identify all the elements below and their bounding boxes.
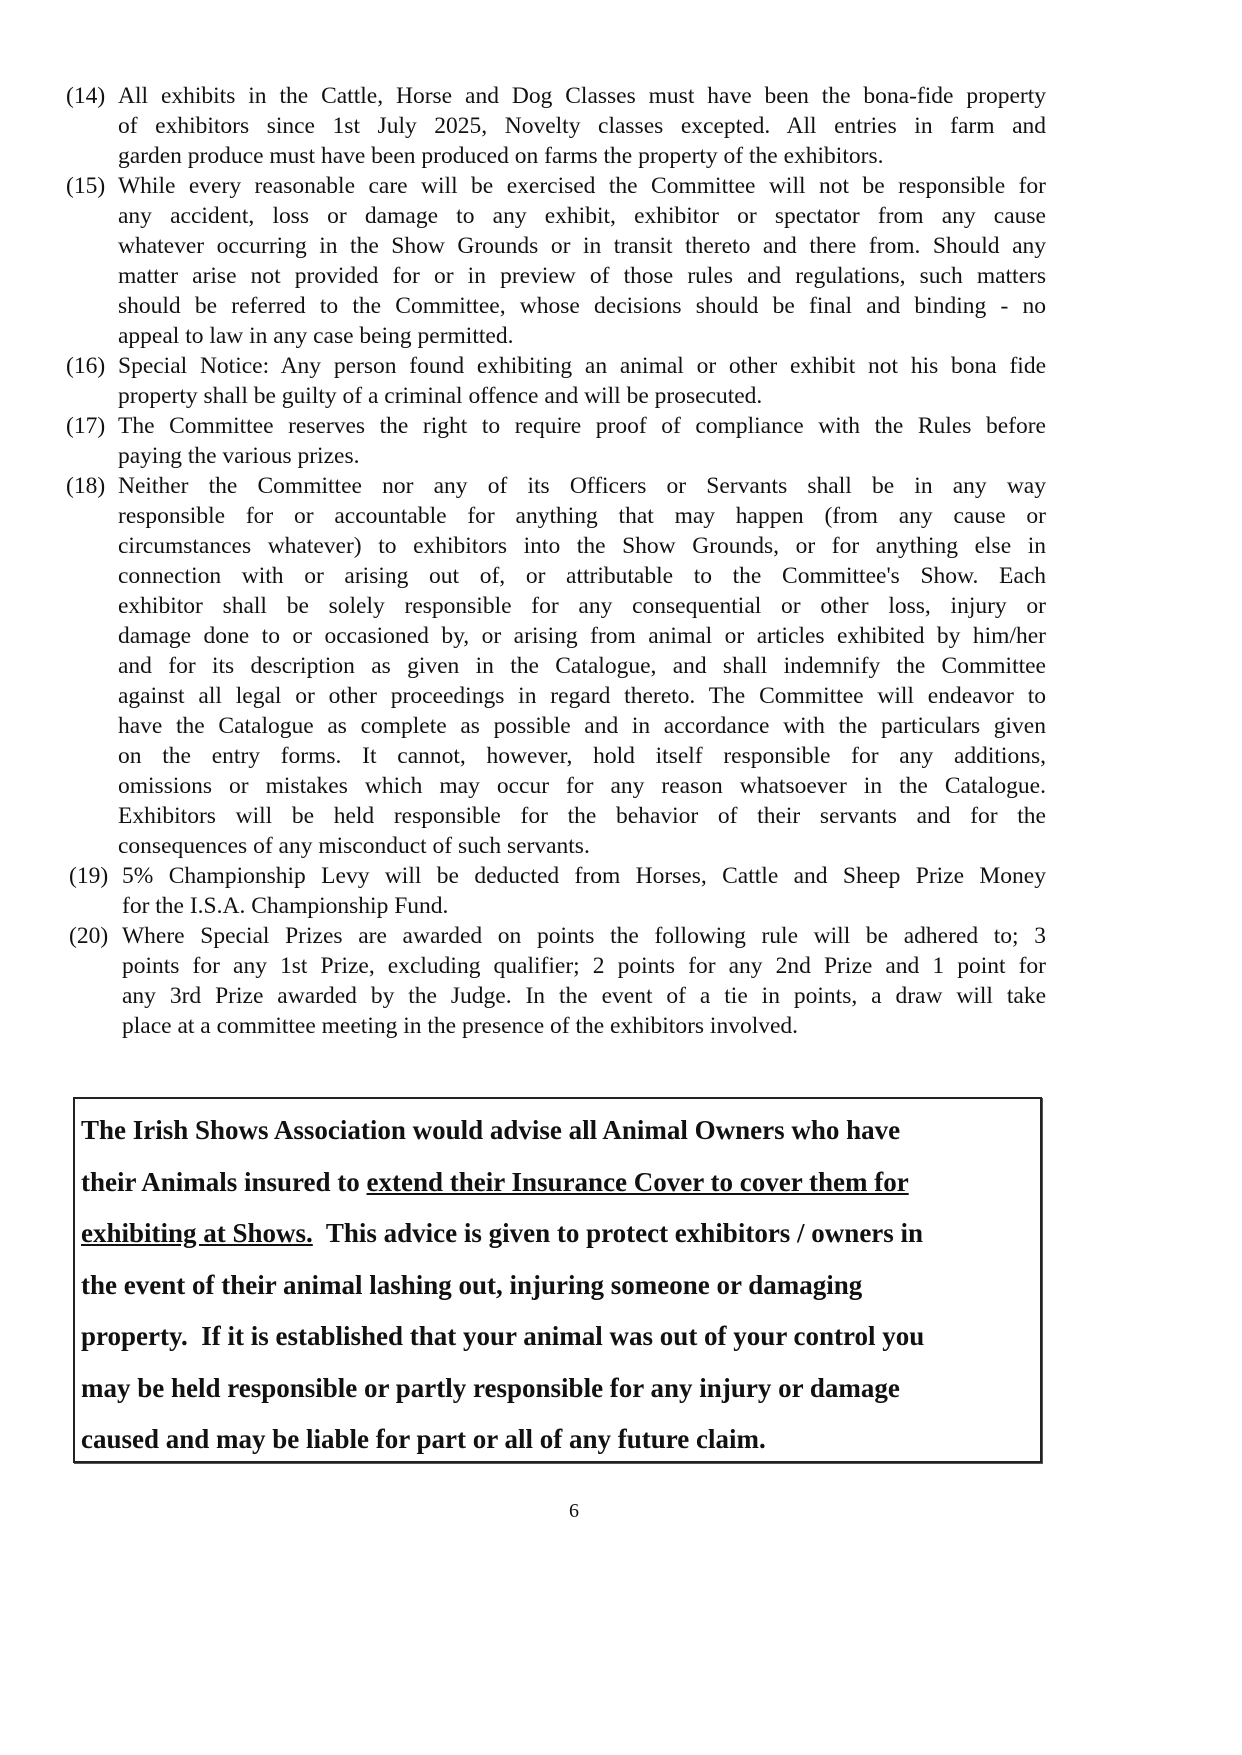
rule-text-line: and for its description as given in the Catalogue, and shall indemnify the Committee bbox=[118, 653, 1046, 679]
rule-text-line: whatever occurring in the Show Grounds or in transit thereto and there from. Should any bbox=[118, 233, 1046, 259]
rule-text-line: of exhibitors since 1st July 2025, Novelty classes excepted. All entries in farm and bbox=[118, 113, 1046, 139]
rule-text-line: on the entry forms. It cannot, however, hold itself responsible for any additions, bbox=[118, 743, 1046, 769]
rule-text-line: against all legal or other proceedings in regard thereto. The Committee will endeavor to bbox=[118, 683, 1046, 709]
rule-text-line: Exhibitors will be held responsible for the behavior of their servants and for the bbox=[118, 803, 1046, 829]
rule-text-line: exhibitor shall be solely responsible for any consequential or other loss, injury or bbox=[118, 593, 1046, 619]
rule-text-line: consequences of any misconduct of such servants. bbox=[118, 833, 590, 859]
notice-text: This advice is given to protect exhibitors / owners in bbox=[312, 1218, 924, 1248]
rule-item bbox=[66, 921, 1046, 1041]
rule-number: (14) bbox=[66, 83, 106, 109]
rule-text-line: garden produce must have been produced on farms the property of the exhibitors. bbox=[118, 143, 884, 169]
notice-line: The Irish Shows Association would advise all Animal Owners who have bbox=[81, 1115, 901, 1145]
rule-text-line: Special Notice: Any person found exhibiting an animal or other exhibit not his bona fide bbox=[118, 353, 1046, 379]
rule-text-line: omissions or mistakes which may occur for any reason whatsoever in the Catalogue. bbox=[118, 773, 1046, 799]
rule-text-line: have the Catalogue as complete as possible and in accordance with the particulars given bbox=[118, 713, 1046, 739]
rule-number: (19) bbox=[69, 863, 109, 889]
rule-text-line: Neither the Committee nor any of its Officers or Servants shall be in any way bbox=[118, 473, 1046, 499]
rule-text-line: The Committee reserves the right to require proof of compliance with the Rules before bbox=[118, 413, 1046, 439]
rule-item bbox=[66, 351, 1046, 411]
rule-text-line: any accident, loss or damage to any exhibit, exhibitor or spectator from any cause bbox=[118, 203, 1046, 229]
rule-text-line: connection with or arising out of, or attributable to the Committee's Show. Each bbox=[118, 563, 1046, 589]
rule-number: (17) bbox=[66, 413, 106, 439]
rule-text-line: property shall be guilty of a criminal offence and will be prosecuted. bbox=[118, 383, 763, 409]
notice-line: caused and may be liable for part or all of any future claim. bbox=[81, 1424, 766, 1454]
rule-text-line: matter arise not provided for or in preview of those rules and regulations, such matters bbox=[118, 263, 1046, 289]
notice-underlined-text: exhibiting at Shows. bbox=[81, 1218, 313, 1248]
notice-line: the event of their animal lashing out, injuring someone or damaging bbox=[81, 1269, 863, 1300]
notice-line: may be held responsible or partly responsible for any injury or damage bbox=[81, 1372, 900, 1403]
rule-item bbox=[66, 171, 1046, 351]
rule-text-line: Where Special Prizes are awarded on points the following rule will be adhered to; 3 bbox=[122, 923, 1046, 949]
rule-text-line: circumstances whatever) to exhibitors into the Show Grounds, or for anything else in bbox=[118, 533, 1046, 559]
rule-text-line: any 3rd Prize awarded by the Judge. In the event of a tie in points, a draw will take bbox=[122, 983, 1046, 1009]
rule-item bbox=[66, 861, 1046, 921]
notice-line bbox=[81, 1208, 1034, 1260]
rule-text-line: All exhibits in the Cattle, Horse and Dog Classes must have been the bona-fide property bbox=[118, 83, 1046, 109]
rule-number: (16) bbox=[66, 353, 106, 379]
rules-list bbox=[66, 81, 1046, 1041]
rule-text-line: responsible for or accountable for anything that may happen (from any cause or bbox=[118, 503, 1046, 529]
insurance-notice-box bbox=[73, 1097, 1042, 1463]
rule-number: (20) bbox=[69, 923, 109, 949]
page-number: 6 bbox=[569, 1500, 579, 1522]
rule-item bbox=[66, 471, 1046, 861]
rule-item bbox=[66, 411, 1046, 471]
rule-text-line: While every reasonable care will be exercised the Committee will not be responsible for bbox=[118, 173, 1046, 199]
rule-text-line: paying the various prizes. bbox=[118, 443, 360, 469]
rule-text-line: place at a committee meeting in the presence of the exhibitors involved. bbox=[122, 1013, 799, 1039]
notice-underlined-text: extend their Insurance Cover to cover them for bbox=[366, 1166, 909, 1197]
rule-text-line: for the I.S.A. Championship Fund. bbox=[122, 893, 449, 919]
rule-text-line: damage done to or occasioned by, or arising from animal or articles exhibited by him/her bbox=[118, 623, 1046, 649]
rule-text-line: 5% Championship Levy will be deducted from Horses, Cattle and Sheep Prize Money bbox=[122, 863, 1046, 889]
rule-text-line: points for any 1st Prize, excluding qualifier; 2 points for any 2nd Prize and 1 point for bbox=[122, 953, 1046, 979]
rule-text-line: appeal to law in any case being permitted. bbox=[118, 323, 514, 349]
notice-text: their Animals insured to bbox=[81, 1166, 367, 1197]
rule-item bbox=[66, 81, 1046, 171]
rule-number: (15) bbox=[66, 173, 106, 199]
notice-line bbox=[81, 1157, 1034, 1209]
notice-line: property. If it is established that your animal was out of your control you bbox=[81, 1321, 925, 1351]
rule-number: (18) bbox=[66, 473, 106, 499]
rule-text-line: should be referred to the Committee, whose decisions should be final and binding - no bbox=[118, 293, 1046, 319]
